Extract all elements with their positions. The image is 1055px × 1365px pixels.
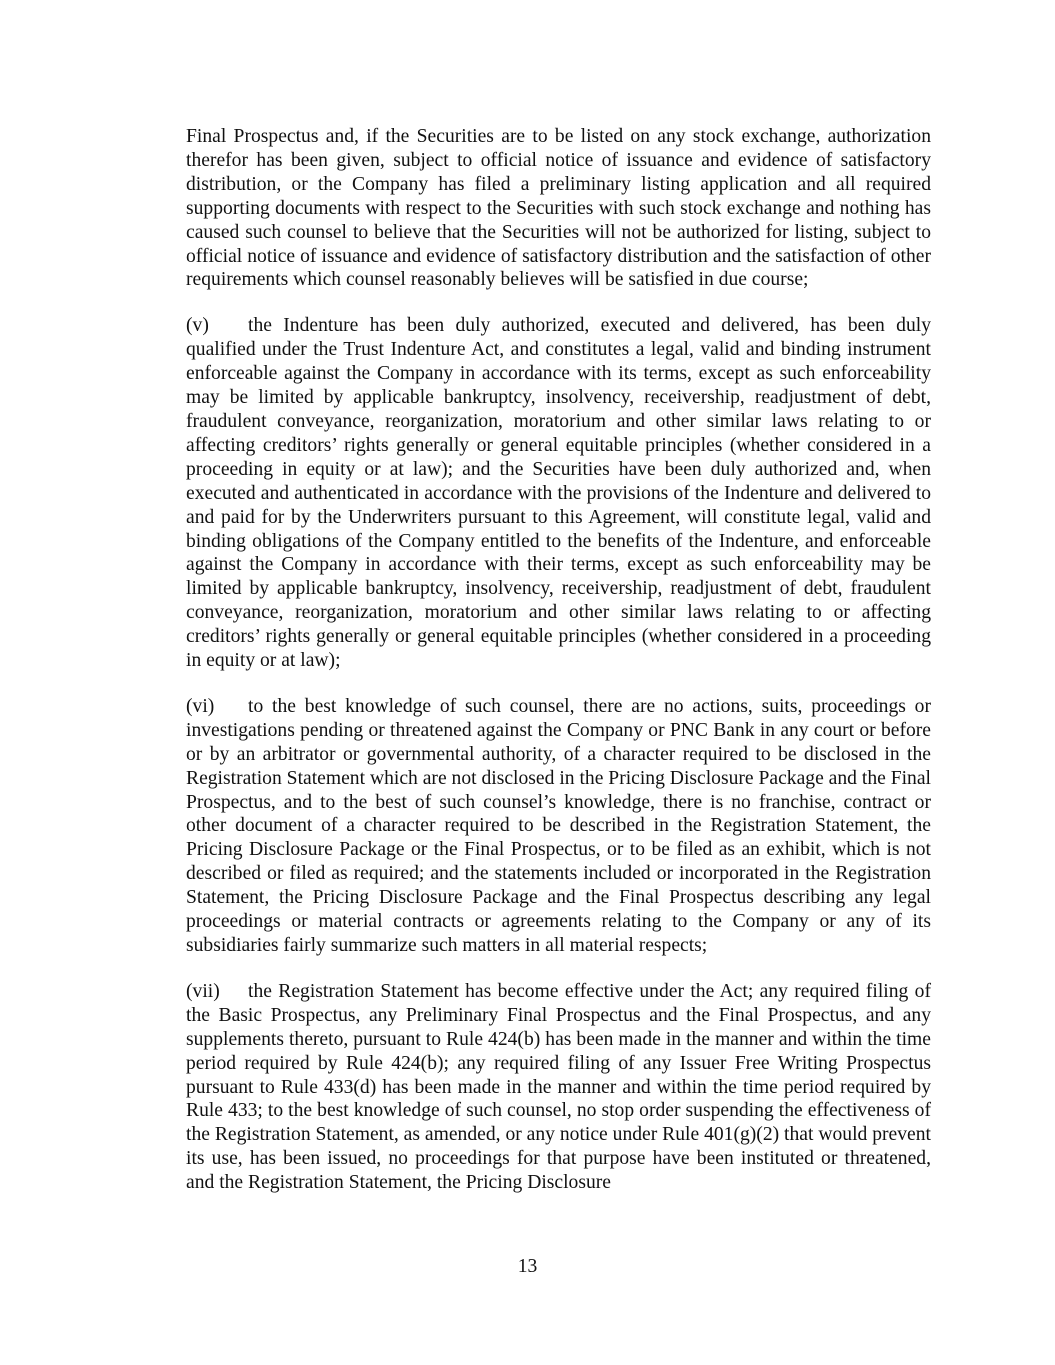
paragraph-number: (vi) [186,695,215,717]
paragraph-number: (vii) [186,980,220,1002]
paragraph-number: (v) [186,315,209,337]
paragraph-text: the Indenture has been duly authorized, executed and delivered, has been duly qualified under the Trust Indenture Act, and constitutes a legal, valid and binding instrument enforceable against the Company in accordance with its terms, except as such enforceability may be limited by applicable bankruptcy, insolvency, receivership, readjustment of debt, fraudulent conveyance, reorganization, moratorium and other similar laws relating to or affecting creditors’ rights generally or general equitable principles (whether considered in a proceeding in equity or at law); and the Securities have been duly authorized and, when executed and authenticated in accordance with the provisions of the Indenture and delivered to and paid for by the Underwriters pursuant to this Agreement, will constitute legal, valid and binding obligations of the Company entitled to the benefits of the Indenture, and enforceable against the Company in accordance with their terms, except as such enforceability may be limited by applicable bankruptcy, insolvency, receivership, readjustment of debt, fraudulent conveyance, reorganization, moratorium and other similar laws relating to or affecting creditors’ rights generally or general equitable principles (whether considered in a proceeding in equity or at law); [186,315,931,672]
paragraph-vii [186,980,931,1195]
paragraph-v [186,314,931,673]
paragraph-text: the Registration Statement has become effective under the Act; any required filing of the Basic Prospectus, any Preliminary Final Prospectus and the Final Prospectus, and any supplements thereto, pursuant to Rule 424(b) has been made in the manner and within the time period required by Rule 424(b); any required filing of any Issuer Free Writing Prospectus pursuant to Rule 433(d) has been made in the manner and within the time period required by Rule 433; to the best knowledge of such counsel, no stop order suspending the effectiveness of the Registration Statement, as amended, or any notice under Rule 401(g)(2) that would prevent its use, has been issued, no proceedings for that purpose have been instituted or threatened, and the Registration Statement, the Pricing Disclosure [186,980,931,1194]
paragraph-text: Final Prospectus and, if the Securities are to be listed on any stock exchange, authorization therefor has been given, subject to official notice of issuance and evidence of satisfactory distribution, or the Company has filed a preliminary listing application and all required supporting documents with respect to the Securities with such stock exchange and nothing has caused such counsel to believe that the Securities will not be authorized for listing, subject to official notice of issuance and evidence of satisfactory distribution and the satisfaction of other requirements which counsel reasonably believes will be satisfied in due course; [186,126,931,291]
paragraph-vi [186,695,931,958]
paragraph-continuation [186,125,931,292]
paragraph-text: to the best knowledge of such counsel, there are no actions, suits, proceedings or investigations pending or threatened against the Company or PNC Bank in any court or before or by an arbitrator or governmental authority, of a character required to be disclosed in the Registration Statement which are not disclosed in the Pricing Disclosure Package and the Final Prospectus, and to the best of such counsel’s knowledge, there is no franchise, contract or other document of a character required to be described in the Registration Statement, the Pricing Disclosure Package or the Final Prospectus, or to be filed as an exhibit, which is not described or filed as required; and the statements included or incorporated in the Registration Statement, the Pricing Disclosure Package and the Final Prospectus describing any legal proceedings or material contracts or agreements relating to the Company or any of its subsidiaries fairly summarize such matters in all material respects; [186,695,931,956]
page-number: 13 [517,1256,538,1277]
document-page [186,125,931,1217]
